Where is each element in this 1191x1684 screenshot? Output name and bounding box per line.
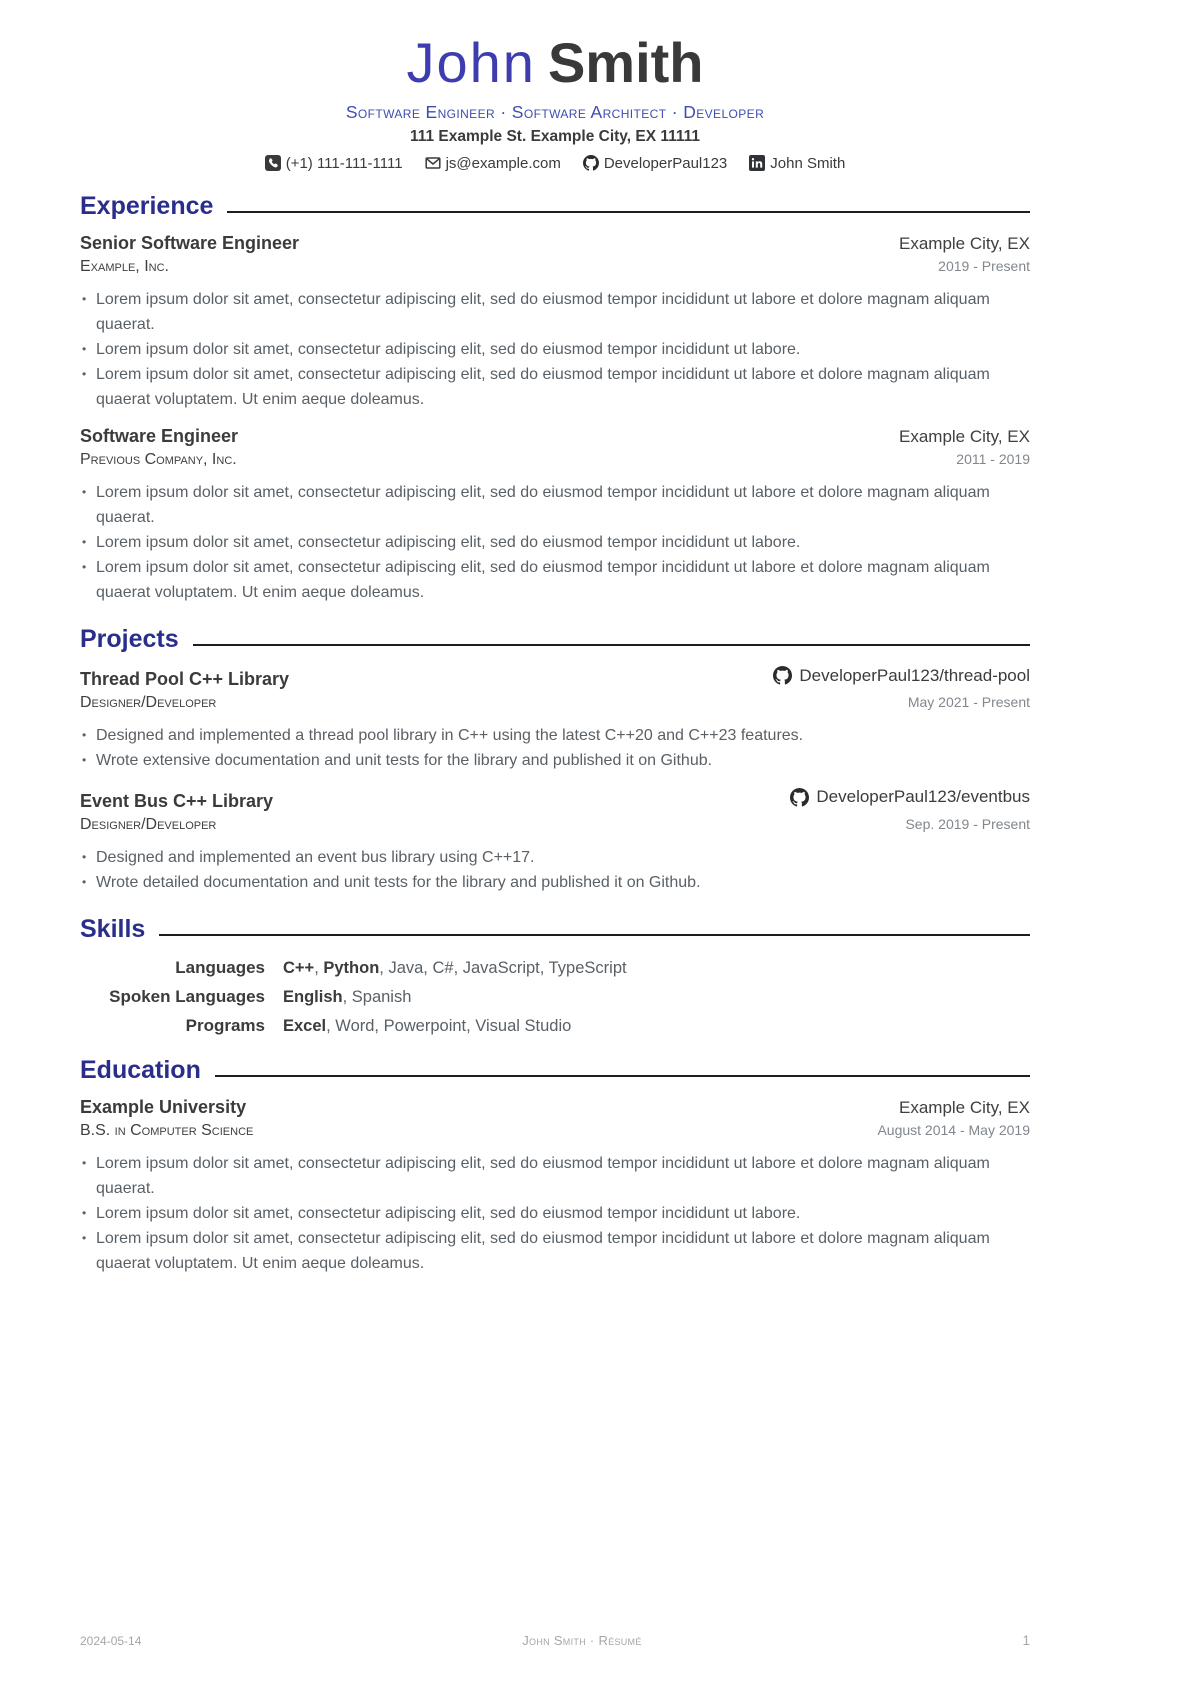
degree-name: B.S. in Computer Science (80, 1121, 254, 1139)
project-name: Thread Pool C++ Library (80, 669, 290, 690)
project-repo-name: DeveloperPaul123/eventbus (816, 787, 1030, 807)
skills-table (80, 958, 1030, 1036)
bullet-item: • Lorem ipsum dolor sit amet, consectetur adipiscing elit, sed do eiusmod tempor incididunt ut labore et dolore magnam aliquam quaerat. (80, 480, 1030, 530)
skill-category-label: Languages (175, 957, 265, 977)
skills-section-title: Skills (80, 914, 146, 943)
github-icon (790, 788, 809, 807)
section-rule (215, 1075, 1030, 1077)
footer-document-title: John Smith · Résumé (522, 1633, 642, 1648)
project-dates: May 2021 - Present (907, 694, 1030, 711)
project-repo-link[interactable] (773, 666, 1030, 686)
skill-values: C++, Python, Java, C#, JavaScript, TypeScript (283, 958, 627, 977)
tagline: Software Engineer · Software Architect · Developer (345, 101, 765, 122)
bullet-item: • Designed and implemented a thread pool library in C++ using the latest C++20 and C++23 features. (80, 723, 1030, 748)
education-section-header (80, 1055, 1030, 1084)
bullet-item: • Lorem ipsum dolor sit amet, consectetur adipiscing elit, sed do eiusmod tempor incididunt ut labore et dolore magnam aliquam quaerat. (80, 1151, 1030, 1201)
education-dates: August 2014 - May 2019 (877, 1121, 1030, 1138)
skills-row (80, 958, 1030, 978)
first-name: John (406, 31, 536, 94)
job-dates: 2019 - Present (938, 257, 1030, 274)
page-footer (80, 1633, 1030, 1648)
section-experience (80, 191, 1030, 605)
projects-section-header (80, 624, 1030, 653)
bullet-item: • Wrote detailed documentation and unit tests for the library and published it on Github. (80, 870, 1030, 895)
bullet-list (80, 845, 1030, 895)
job-location: Example City, EX (898, 233, 1030, 253)
github-username: DeveloperPaul123 (603, 154, 728, 172)
project-repo-link[interactable] (790, 787, 1030, 807)
bullet-item: • Lorem ipsum dolor sit amet, consectetur adipiscing elit, sed do eiusmod tempor incididunt ut labore. (80, 530, 1030, 555)
email-link[interactable] (425, 155, 561, 172)
project-entry (80, 787, 1030, 895)
project-dates: Sep. 2019 - Present (905, 815, 1030, 832)
experience-entry (80, 426, 1030, 605)
job-title: Senior Software Engineer (80, 232, 300, 253)
skills-row (80, 1016, 1030, 1036)
skill-values: English, Spanish (283, 987, 412, 1006)
project-role: Designer/Developer (80, 694, 217, 712)
school-location: Example City, EX (898, 1097, 1030, 1117)
company-name: Example, Inc. (80, 257, 169, 275)
skills-row (80, 987, 1030, 1007)
skill-values: Excel, Word, Powerpoint, Visual Studio (283, 1016, 572, 1035)
section-rule (227, 211, 1030, 213)
bullet-item: • Lorem ipsum dolor sit amet, consectetur adipiscing elit, sed do eiusmod tempor incididunt ut labore et dolore magnam aliquam quaerat. (80, 287, 1030, 337)
section-skills (80, 914, 1030, 1036)
bullet-list (80, 287, 1030, 412)
section-projects (80, 624, 1030, 895)
address: 111 Example St. Example City, EX 11111 (409, 127, 701, 145)
bullet-item: • Designed and implemented an event bus library using C++17. (80, 845, 1030, 870)
section-rule (159, 934, 1030, 936)
github-profile-link[interactable] (583, 155, 727, 172)
bullet-item: • Lorem ipsum dolor sit amet, consectetur adipiscing elit, sed do eiusmod tempor incididunt ut labore. (80, 337, 1030, 362)
github-icon (773, 666, 792, 685)
contact-row (80, 155, 1030, 172)
bullet-list (80, 723, 1030, 773)
section-rule (193, 644, 1030, 646)
linkedin-name: John Smith (770, 154, 846, 172)
project-name: Event Bus C++ Library (80, 790, 274, 811)
bullet-item: • Lorem ipsum dolor sit amet, consectetur adipiscing elit, sed do eiusmod tempor incididunt ut labore et dolore magnam aliquam quaerat voluptatem. Ut enim aeque doleamus. (80, 1226, 1030, 1276)
last-name: Smith (547, 31, 704, 94)
envelope-icon (425, 155, 441, 171)
bullet-list (80, 480, 1030, 605)
linkedin-icon (749, 155, 765, 171)
skill-category-label: Spoken Languages (109, 986, 265, 1006)
project-repo-name: DeveloperPaul123/thread-pool (799, 665, 1030, 685)
full-name (80, 31, 1030, 94)
experience-section-header (80, 191, 1030, 220)
phone-link[interactable] (265, 155, 403, 172)
experience-entry (80, 233, 1030, 412)
job-dates: 2011 - 2019 (956, 450, 1030, 467)
experience-section-title: Experience (80, 191, 214, 220)
job-location: Example City, EX (898, 426, 1030, 446)
github-icon (583, 155, 599, 171)
skills-section-header (80, 914, 1030, 943)
phone-number: (+1) 111-111-1111 (285, 154, 403, 172)
email-address: js@example.com (445, 154, 561, 172)
bullet-item: • Wrote extensive documentation and unit tests for the library and published it on Github. (80, 748, 1030, 773)
bullet-item: • Lorem ipsum dolor sit amet, consectetur adipiscing elit, sed do eiusmod tempor incididunt ut labore. (80, 1201, 1030, 1226)
skill-category-label: Programs (185, 1015, 265, 1035)
education-entry (80, 1097, 1030, 1276)
header (80, 31, 1030, 172)
education-section-title: Education (80, 1055, 201, 1084)
footer-page-number: 1 (1022, 1633, 1030, 1648)
section-education (80, 1055, 1030, 1276)
project-entry (80, 666, 1030, 774)
job-title: Software Engineer (80, 425, 239, 446)
bullet-item: • Lorem ipsum dolor sit amet, consectetur adipiscing elit, sed do eiusmod tempor incididunt ut labore et dolore magnam aliquam quaerat voluptatem. Ut enim aeque doleamus. (80, 555, 1030, 605)
phone-icon (265, 155, 281, 171)
project-role: Designer/Developer (80, 815, 217, 833)
bullet-list (80, 1151, 1030, 1276)
linkedin-profile-link[interactable] (749, 155, 845, 172)
footer-date: 2024-05-14 (80, 1634, 142, 1648)
company-name: Previous Company, Inc. (80, 450, 237, 468)
school-name: Example University (80, 1096, 247, 1117)
projects-section-title: Projects (80, 624, 179, 653)
bullet-item: • Lorem ipsum dolor sit amet, consectetur adipiscing elit, sed do eiusmod tempor incididunt ut labore et dolore magnam aliquam quaerat voluptatem. Ut enim aeque doleamus. (80, 362, 1030, 412)
